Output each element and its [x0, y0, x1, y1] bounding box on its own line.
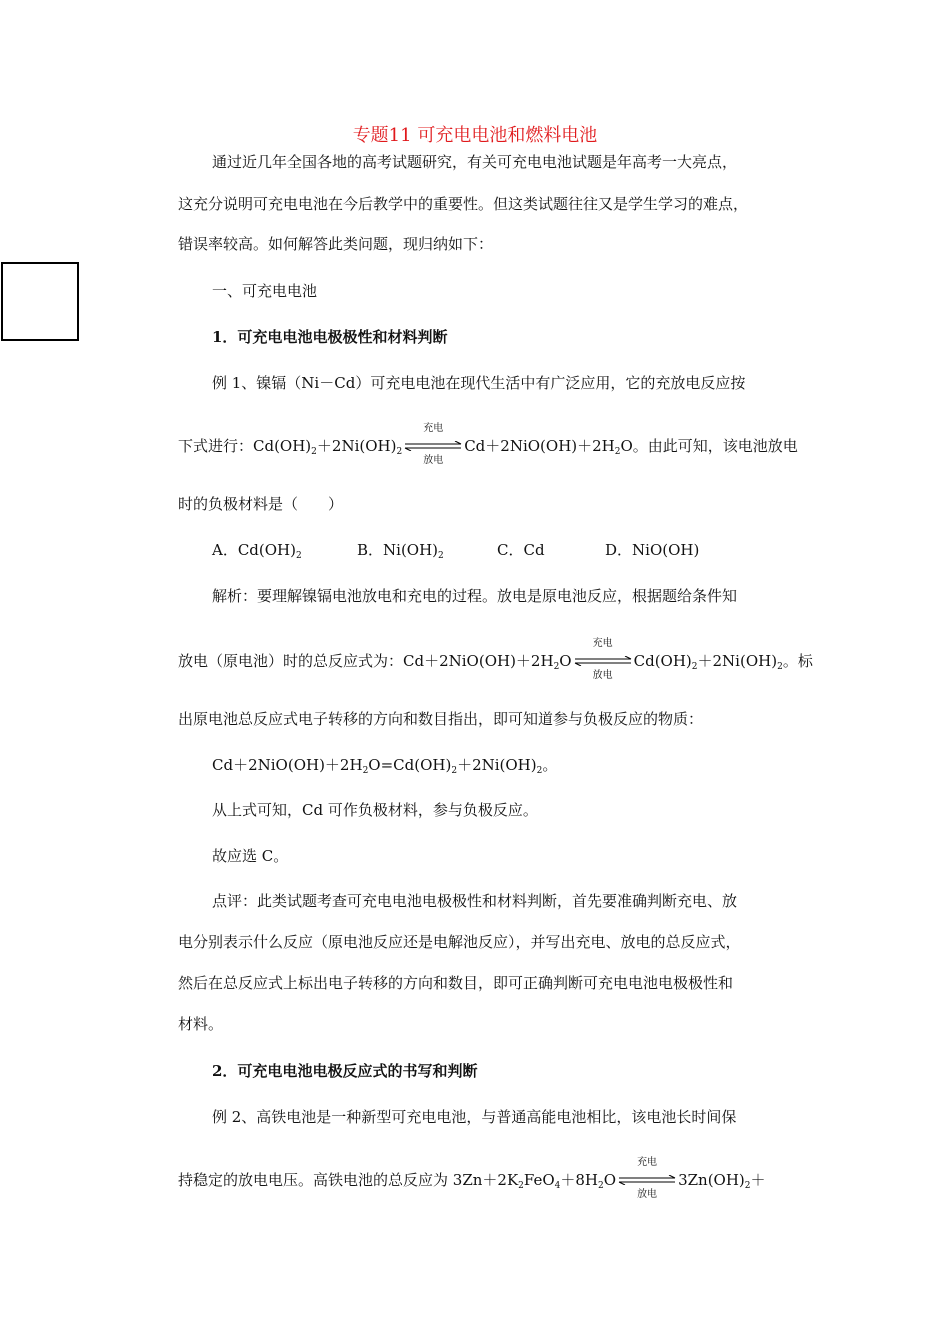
- equilibrium-arrow-icon: [618, 1175, 676, 1185]
- example-2-line-1: 例 2、高铁电池是一种新型可充电电池，与普通高能电池相比，该电池长时间保: [212, 1108, 737, 1126]
- eq-text: O。由此可知，该电池放电: [620, 437, 798, 455]
- comment-line-1: 点评：此类试题考查可充电电池电极极性和材料判断，首先要准确判断充电、放: [212, 892, 738, 910]
- eq-text: FeO: [523, 1171, 555, 1189]
- subscript: 2: [451, 766, 458, 776]
- analysis-equation-line: [178, 638, 813, 681]
- eq-text: O: [559, 652, 572, 670]
- eq-text: Cd＋2NiO(OH)＋2H: [464, 437, 615, 455]
- subscript: 2: [598, 1181, 604, 1191]
- eq-text: 持稳定的放电电压。高铁电池的总反应为 3Zn＋2K: [178, 1171, 519, 1189]
- subscript: 2: [362, 766, 369, 776]
- example-1-equation-line: [178, 423, 798, 466]
- discharge-label: 放电: [637, 1189, 658, 1200]
- comment-line-2: 电分别表示什么反应（原电池反应还是电解池反应），并写出充电、放电的总反应式，: [178, 933, 741, 951]
- option-b-text: B．Ni(OH): [357, 541, 439, 559]
- reversible-arrow: [618, 1157, 676, 1200]
- analysis-line-3: 出原电池总反应式电子转移的方向和数目指出，即可知道参与负极反应的物质：: [178, 710, 704, 728]
- subscript: 2: [777, 662, 783, 672]
- equilibrium-arrow-icon: [574, 656, 632, 666]
- subscript: 2: [691, 662, 698, 672]
- option-a-text: A．Cd(OH): [212, 541, 296, 559]
- eq-text: ＋2Ni(OH): [316, 437, 397, 455]
- eq-text: Cd＋2NiO(OH)＋2H: [212, 756, 363, 774]
- analysis-line-1: 解析：要理解镍镉电池放电和充电的过程。放电是原电池反应，根据题给条件知: [212, 587, 738, 605]
- example-1-line-1: 例 1、镍镉（Ni－Cd）可充电电池在现代生活中有广泛应用，它的充放电反应按: [212, 374, 746, 392]
- option-b: [357, 540, 444, 560]
- option-a: [212, 540, 302, 560]
- analysis-line-6: 故应选 C。: [212, 847, 289, 865]
- intro-line-2: 这充分说明可充电电池在今后教学中的重要性。但这类试题往往又是学生学习的难点，: [178, 195, 749, 213]
- subscript: 2: [396, 447, 403, 457]
- intro-line-3: 错误率较高。如何解答此类问题，现归纳如下：: [178, 235, 494, 253]
- example-2-equation-line: [178, 1157, 766, 1200]
- eq-text: ＋2Ni(OH): [697, 652, 778, 670]
- eq-text: 下式进行：Cd(OH): [178, 437, 312, 455]
- eq-text: ＋: [750, 1171, 766, 1189]
- eq-text: Cd(OH): [633, 652, 692, 670]
- reversible-arrow: [574, 638, 632, 681]
- charge-label: 充电: [637, 1157, 658, 1168]
- charge-label: 充电: [592, 638, 613, 649]
- eq-text: 。标: [782, 652, 813, 670]
- subscript: 2: [296, 551, 302, 561]
- margin-box: [1, 262, 79, 341]
- analysis-line-5: 从上式可知，Cd 可作负极材料，参与负极反应。: [212, 801, 538, 819]
- eq-text: 。: [542, 756, 558, 774]
- subheading-2: 2．可充电电池电极反应式的书写和判断: [212, 1062, 478, 1080]
- subscript: 2: [311, 447, 317, 457]
- subheading-1: 1．可充电电池电极极性和材料判断: [212, 328, 448, 346]
- comment-line-3: 然后在总反应式上标出电子转移的方向和数目，即可正确判断可充电电池电极极性和: [178, 974, 734, 992]
- option-d: D．NiO(OH): [605, 541, 700, 559]
- subscript: 2: [553, 662, 560, 672]
- eq-text: 放电（原电池）时的总反应式为：Cd＋2NiO(OH)＋2H: [178, 652, 554, 670]
- subscript: 2: [518, 1181, 524, 1191]
- option-c: C．Cd: [497, 541, 545, 559]
- discharge-label: 放电: [423, 455, 444, 466]
- eq-text: ＋8H: [560, 1171, 599, 1189]
- eq-text: O: [603, 1171, 617, 1189]
- eq-text: 3Zn(OH): [678, 1171, 745, 1189]
- discharge-label: 放电: [592, 670, 613, 681]
- page-title: 专题11 可充电电池和燃料电池: [352, 125, 598, 146]
- section-heading: 一、可充电电池: [212, 282, 318, 300]
- equilibrium-arrow-icon: [404, 441, 462, 451]
- analysis-line-4: [212, 755, 557, 775]
- subscript: 2: [536, 766, 543, 776]
- eq-text: O=Cd(OH): [368, 756, 452, 774]
- charge-label: 充电: [423, 423, 444, 434]
- subscript: 2: [744, 1181, 751, 1191]
- reversible-arrow: [404, 423, 462, 466]
- subscript: 2: [438, 551, 444, 561]
- subscript: 2: [614, 447, 621, 457]
- intro-line-1: 通过近几年全国各地的高考试题研究，有关可充电电池试题是年高考一大亮点，: [212, 153, 738, 171]
- example-1-line-3: 时的负极材料是（ ）: [178, 495, 344, 513]
- eq-text: ＋2Ni(OH): [457, 756, 537, 774]
- subscript: 4: [554, 1181, 561, 1191]
- comment-line-4: 材料。: [178, 1015, 224, 1033]
